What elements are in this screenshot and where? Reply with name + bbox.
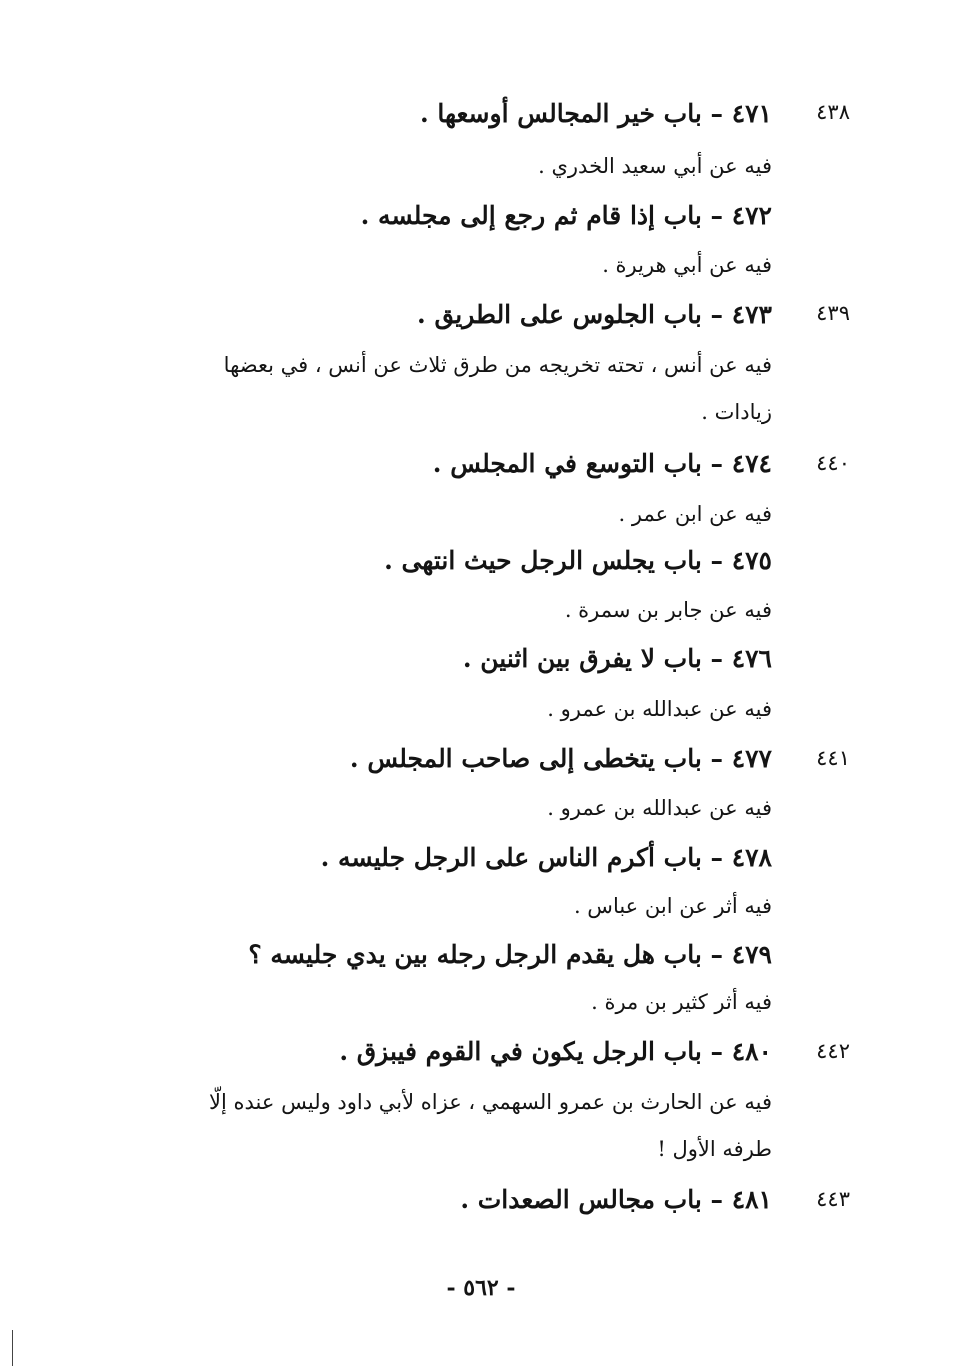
page-number: - ٥٦٢ - (446, 1275, 516, 1301)
chapter-note: فيه عن عبدالله بن عمرو . (547, 697, 772, 721)
chapter-heading-473: ٤٧٣ – باب الجلوس على الطريق . (417, 300, 772, 329)
hadith-number-440: ٤٤٠ (816, 451, 850, 475)
chapter-heading-471: ٤٧١ – باب خير المجالس أوسعها . (419, 99, 772, 128)
scan-edge-mark (12, 1330, 13, 1366)
hadith-number-443: ٤٤٣ (816, 1187, 850, 1211)
hadith-number-438: ٤٣٨ (816, 100, 850, 124)
chapter-note: فيه عن أبي هريرة . (602, 253, 772, 277)
hadith-number-439: ٤٣٩ (816, 301, 850, 325)
hadith-number-441: ٤٤١ (816, 746, 850, 770)
chapter-note: فيه عن عبدالله بن عمرو . (547, 796, 772, 820)
chapter-heading-479: ٤٧٩ – باب هل يقدم الرجل رجله بين يدي جليسه ؟ (248, 940, 772, 969)
chapter-heading-475: ٤٧٥ – باب يجلس الرجل حيث انتهى . (384, 546, 772, 575)
chapter-heading-476: ٤٧٦ – باب لا يفرق بين اثنين . (462, 644, 772, 673)
chapter-note: فيه أثر كثير بن مرة . (591, 990, 772, 1014)
chapter-heading-478: ٤٧٨ – باب أكرم الناس على الرجل جليسه . (320, 843, 772, 872)
chapter-heading-474: ٤٧٤ – باب التوسع في المجلس . (432, 449, 772, 478)
chapter-note: فيه أثر عن ابن عباس . (573, 894, 772, 918)
chapter-note: طرفه الأول ! (657, 1137, 772, 1161)
chapter-note: فيه عن أبي سعيد الخدري . (538, 154, 772, 178)
chapter-heading-480: ٤٨٠ – باب الرجل يكون في القوم فيبزق . (339, 1037, 772, 1066)
chapter-heading-477: ٤٧٧ – باب يتخطى إلى صاحب المجلس . (349, 744, 772, 773)
chapter-note: فيه عن أنس ، تحته تخريجه من طرق ثلاث عن أنس ، في بعضها (223, 353, 772, 377)
chapter-heading-472: ٤٧٢ – باب إذا قام ثم رجع إلى مجلسه . (360, 201, 772, 230)
chapter-note: فيه عن الحارث بن عمرو السهمي ، عزاه لأبي داود وليس عنده إلّا (209, 1090, 772, 1114)
hadith-number-442: ٤٤٢ (816, 1039, 850, 1063)
chapter-heading-481: ٤٨١ – باب مجالس الصعدات . (460, 1185, 772, 1214)
chapter-note: زيادات . (701, 400, 772, 424)
chapter-note: فيه عن جابر بن سمرة . (564, 598, 772, 622)
chapter-note: فيه عن ابن عمر . (618, 502, 772, 526)
